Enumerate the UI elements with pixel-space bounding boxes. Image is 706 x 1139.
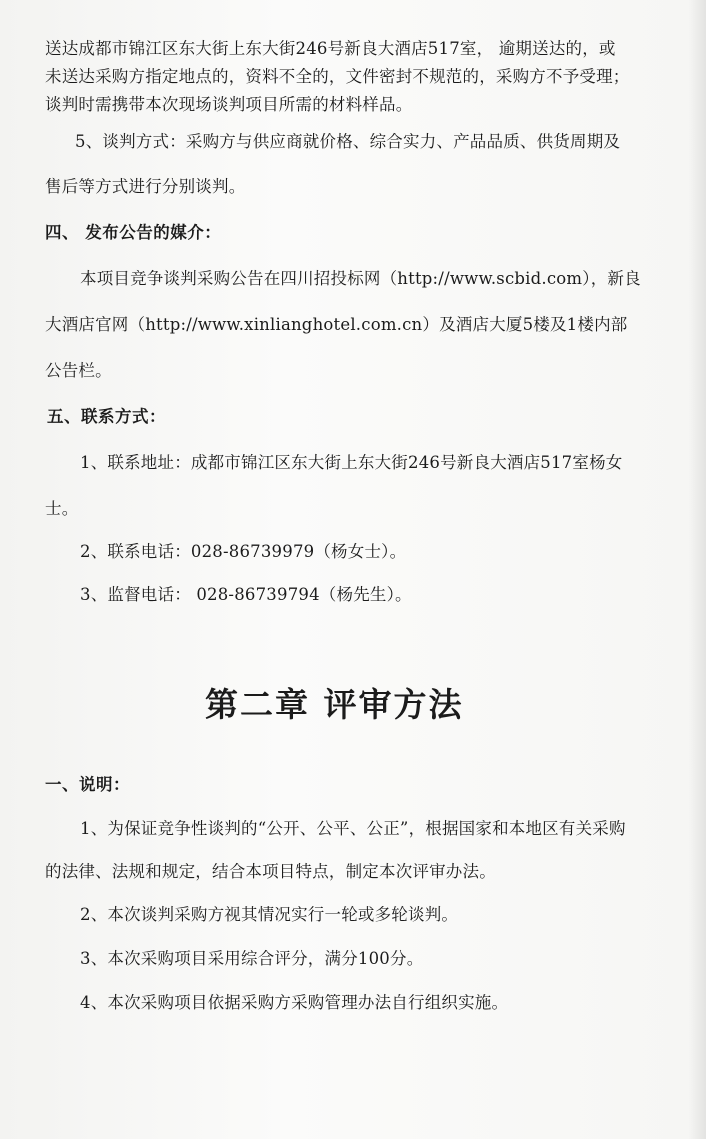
intro-line-3: 谈判时需携带本次现场谈判项目所需的材料样品。 [45,95,413,114]
contact-address-line-2: 士。 [45,499,79,518]
section4-heading: 四、 发布公告的媒介： [45,223,222,242]
intro-line-1: 送达成都市锦江区东大街上东大街246号新良大酒店517室， 逾期送达的，或 [45,39,616,58]
chapter2-item4: 4、本次采购项目依据采购方采购管理办法自行组织实施。 [80,993,509,1012]
chapter-title: 第二章 评审方法 [205,685,464,724]
item5-line-1: 5、谈判方式：采购方与供应商就价格、综合实力、产品品质、供货周期及 [75,132,621,151]
contact-phone: 2、联系电话：028-86739979（杨女士）。 [80,542,407,561]
intro-line-2: 未送达采购方指定地点的，资料不全的，文件密封不规范的，采购方不予受理； [45,67,630,86]
chapter2-item1-line-1: 1、为保证竞争性谈判的“公开、公平、公正”，根据国家和本地区有关采购 [80,819,626,838]
section4-line-3: 公告栏。 [45,361,112,380]
item5-line-2: 售后等方式进行分别谈判。 [45,177,246,196]
page-edge-shadow [688,0,706,1139]
section4-line-2: 大酒店官网（http://www.xinlianghotel.com.cn）及酒店大厦5楼及1楼内部 [45,315,628,334]
chapter2-item1-line-2: 的法律、法规和规定，结合本项目特点，制定本次评审办法。 [45,862,496,881]
contact-address-line-1: 1、联系地址：成都市锦江区东大街上东大街246号新良大酒店517室杨女 [80,453,623,472]
chapter2-sub-heading: 一、说明： [45,775,130,794]
supervise-phone: 3、监督电话： 028-86739794（杨先生）。 [80,585,412,604]
chapter2-item2: 2、本次谈判采购方视其情况实行一轮或多轮谈判。 [80,905,459,924]
section5-heading: 五、联系方式： [47,407,166,426]
section4-line-1: 本项目竞争谈判采购公告在四川招投标网（http://www.scbid.com），新良 [80,269,641,288]
chapter2-item3: 3、本次采购项目采用综合评分，满分100分。 [80,949,424,968]
